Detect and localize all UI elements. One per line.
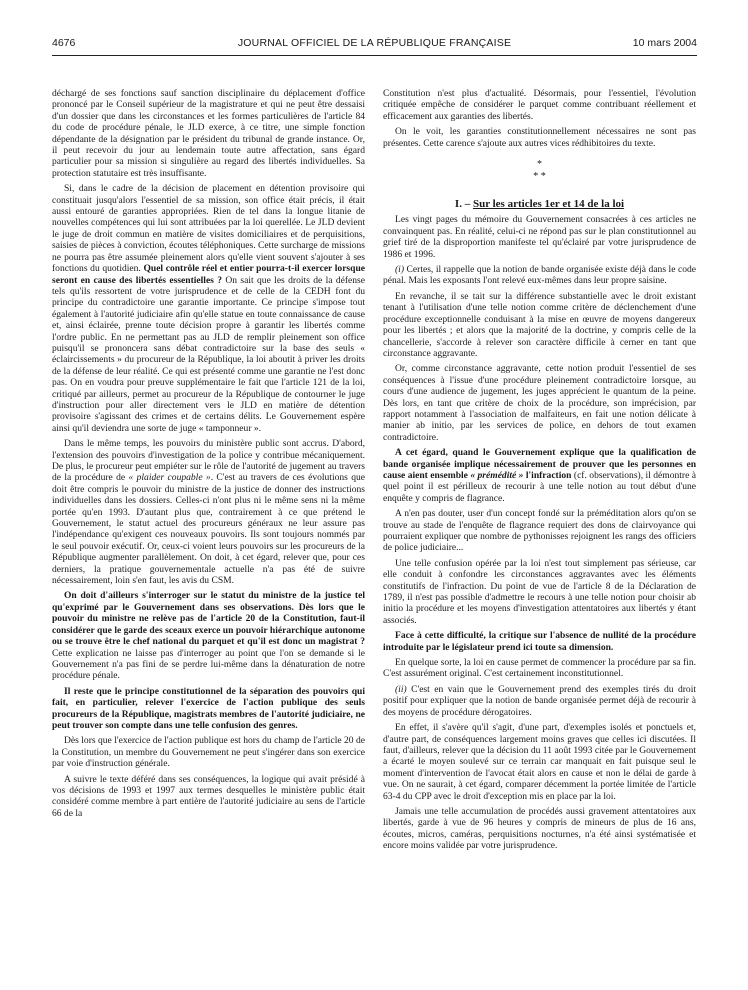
issue-date: 10 mars 2004 [632,37,697,49]
paragraph [383,447,696,504]
paragraph: Constitution n'est plus d'actualité. Désormais, pour l'essentiel, l'évolution critiquée empêche de considérer le parquet comme contribuant réellement et efficacement aux garanties des libertés. [383,88,696,122]
paragraph [383,684,696,718]
text-run: On sait que les droits de la défense tels qu'ils ressortent de votre jurisprudence et de celle de la CEDH font du principe du contradictoire une garantie importante. Ce principe s'impose tout également à l'autorité judiciaire afin qu'elle statue en toute connaissance de cause et, ainsi éclairée, prenne toute décision propre à garantir les libertés comme l'ordre public. En ne permettant pas au JLD de remplir pleinement son office puisqu'il se prononcera sans débat contradictoire sur la base des seuls « éclaircissements » du procureur de la République, la loi aboutit à priver les droits de la défense de leur réalité. Ce qui est présenté comme une garantie ne l'est donc pas. On en voudra pour preuve supplémentaire le fait que l'article 121 de la loi, critiqué par ailleurs, permet au procureur de la République de contourner le juge d'instruction pour aller directement vers le JLD en matière de détention provisoire s'agissant des crimes et de certains délits. Le Gouvernement espère ainsi qu'il deviendra une sorte de juge « tamponneur ». [52,274,365,434]
emphasis-run: Quel contrôle réel et entier pourra-t-il exercer lorsque seront en cause des libertés essentielles ? [52,263,365,286]
paragraph: En revanche, il se tait sur la différence substantielle avec le droit existant tenant à l'utilisation d'une telle notion comme critère de déclenchement d'une procédure exceptionnelle conduisant à la mise en œuvre de moyens dangereux pour les libertés ; et alors que la majorité de la doctrine, y compris celle de la chancellerie, s'accorde à relever son caractère difficile à cerner en tant que circonstance aggravante. [383,290,696,359]
paragraph [52,183,365,434]
paragraph [52,438,365,586]
paragraph: En effet, il s'avère qu'il s'agit, d'une part, d'exemples isolés et ponctuels et, d'autre part, de conséquences largement moins graves que celles ici discutées. Il faut, d'ailleurs, relever que la décision du 11 août 1993 citée par le Gouvernement a écarté le moyen soulevé sur ce terrain car manquait en fait puisque seul le moment d'intervention de l'avocat était alors en cause et non le délai de garde à vue. On ne saurait, à cet égard, comparer décemment la portée limitée de l'article 63-4 du CPP avec le droit d'exception mis en place par la loi. [383,722,696,802]
paragraph: A n'en pas douter, user d'un concept fondé sur la préméditation alors qu'on se trouve au stade de l'enquête de flagrance requiert des dons de clairvoyance qui pourraient expliquer que nombre de pythonisses rejoignent les rangs des officiers de police judiciaire... [383,508,696,554]
section-number: I. – [454,198,473,211]
emphasis-run: (ii) [395,683,407,695]
page-header [52,37,697,53]
text-run: (cf. observations), il démontre à quel point il est périlleux de recourir à une telle notion au tout début d'une enquête y compris de flagrance. [383,469,696,504]
section-heading [383,199,696,210]
right-column [383,88,696,983]
header-rule [52,55,697,56]
emphasis-run: Il reste que le principe constitutionnel de la séparation des pouvoirs qui fait, en particulier, relever l'exercice de l'action publique des seuls procureurs de la République, magistrats membres de l'autorité judiciaire, ne peut trouver son compte dans une telle confusion des genres. [52,685,365,731]
paragraph: Les vingt pages du mémoire du Gouvernement consacrées à ces articles ne convainquent pas. En réalité, celui-ci ne répond pas sur le plan constitutionnel au grief tiré de la disproportion manifeste tel qu'éclairé par votre jurisprudence de 1986 et 1996. [383,214,696,260]
paragraph: On le voit, les garanties constitutionnellement nécessaires ne sont pas présentes. Cette carence s'ajoute aux autres vices rédhibitoires du texte. [383,126,696,149]
journal-title: JOURNAL OFFICIEL DE LA RÉPUBLIQUE FRANÇAISE [237,37,512,49]
paragraph: Dès lors que l'exercice de l'action publique est hors du champ de l'article 20 de la Constitution, un membre du Gouvernement ne peut s'ingérer dans son exercice par voie d'instruction générale. [52,735,365,770]
paragraph: Jamais une telle accumulation de procédés aussi gravement attentatoires aux libertés, garde à vue de 96 heures y compris de mineurs de plus de 16 ans, écoutes, micros, caméras, perquisitions nocturnes, n'a été ainsi systématisée et encore moins validée par votre jurisprudence. [383,805,696,852]
emphasis-run: A cet égard, quand le Gouvernement explique que la qualification de bande organisée implique nécessairement de prouver que les personnes en cause aient ensemble [383,447,696,481]
section-separator [383,159,696,183]
emphasis-run: Face à cette difficulté, la critique sur l'absence de nullité de la procédure introduite par le législateur prend ici toute sa dimension. [383,630,696,653]
emphasis-run: On doit d'ailleurs s'interroger sur le statut du ministre de la justice tel qu'exprimé par le Gouvernement dans ses observations. Dès lors que le pouvoir du ministre ne relève pas de l'article 20 de la Constitution, faut-il considérer que le garde des sceaux exerce un pouvoir hiérarchique autonome ou se trouve être le chef national du parquet et qu'il est donc un magistrat ? [52,590,365,648]
paragraph [52,686,365,732]
paragraph [52,590,365,681]
page-number: 4676 [52,37,76,49]
paragraph [383,630,696,653]
paragraph: En quelque sorte, la loi en cause permet de commencer la procédure par sa fin. C'est assurément original. C'est certainement inconstitutionnel. [383,657,696,680]
emphasis-run: (i) [395,264,405,276]
emphasis-run: « plaider coupable » [128,472,211,484]
section-title: Sur les articles 1er et 14 de la loi [472,198,625,211]
text-run: . C'est au travers de ces évolutions que doit être compris le pouvoir du ministre de la justice de donner des instructions individuelles dans les dossiers. Celles-ci n'ont plus ni le même sens ni la même portée qu'en 1993. D'autant plus que, contrairement à ce que prétend le Gouvernement, le statut actuel des procureurs généraux ne leur assure pas l'indépendance qu'exigent ces nouveaux pouvoirs. Ils sont toujours nommés par le seul pouvoir exécutif. Or, ceux-ci voient leurs pouvoirs sur les procureurs de la République augmenter parallèlement. On doit, à cet égard, relever que, pour ces derniers, la pratique gouvernementale actuelle n'a pas été de suivre nécessairement, loin s'en faut, les avis du CSM. [52,472,365,587]
text-run: Certes, il rappelle que la notion de bande organisée existe déjà dans le code pénal. Mais les exposants l'ont relevé eux-mêmes dans leur propre saisine. [383,264,696,287]
paragraph: Or, comme circonstance aggravante, cette notion produit l'essentiel de ses conséquences à l'issue d'une procédure pleinement contradictoire lorsque, au cours d'une audience de jugement, les juges apprécient le quantum de la peine. Dès lors, en tant que critère de choix de la procédure, son imprécision, par rapport notamment à l'association de malfaiteurs, en fait une notion délicate à manier ab initio, par les services de police, en dehors de tout examen contradictoire. [383,363,696,443]
text-run: Dans le même temps, les pouvoirs du ministère public sont accrus. D'abord, l'extension des pouvoirs d'investigation de la police y contribue mécaniquement. De plus, le procureur peut empiéter sur le rôle de l'autorité de jugement au travers de la procédure de [52,438,365,484]
paragraph: A suivre le texte déféré dans ses conséquences, la logique qui avait présidé à vos décisions de 1993 et 1997 aux termes desquelles le ministère public était considéré comme membre à part entière de l'autorité judiciaire au sens de l'article 66 de la [52,773,365,819]
paragraph: Une telle confusion opérée par la loi n'est tout simplement pas sérieuse, car elle conduit à confondre les circonstances aggravantes avec les éléments constitutifs de l'infraction. Du point de vue de l'article 8 de la Déclaration de 1789, il n'est pas possible d'admettre le recours à une telle notion pour choisir ab initio la procédure et les moyens d'investigation attentatoires aux libertés y étant associés. [383,557,696,626]
text-run: Si, dans le cadre de la décision de placement en détention provisoire qui constituait jusqu'alors l'essentiel de sa mission, son office était précis, il était aussi entouré de garanties appropriées. Rien de tel dans la longue litanie de nouvelles compétences qui lui sont attribuées par la loi querellée. Le JLD devient le juge de droit commun en matière de visites domiciliaires et de perquisitions, saisies de pièces à conviction, écoutes téléphoniques. Cette surcharge de missions ne pourra pas être assumée pleinement alors qu'elle vient souvent s'ajouter à ses fonctions du quotidien. [52,183,365,275]
emphasis-run: « prémédité » [470,469,524,481]
separator-stars: * * [533,171,546,183]
text-run: C'est en vain que le Gouvernement prend des exemples tirés du droit positif pour expliquer que la notion de bande organisée permet déjà de recourir à des moyens de procédure dérogatoires. [383,683,696,718]
separator-stars: * [537,159,542,171]
paragraph [383,264,696,287]
paragraph: déchargé de ses fonctions sauf sanction disciplinaire du déplacement d'office prononcé par le Conseil supérieur de la magistrature et qui ne peut être dessaisi d'un dossier que dans les circonstances et les formes particulières de l'article 84 du code de procédure pénale, le JLD exerce, à ce titre, une simple fonction dépendante de la désignation par le président du tribunal de grande instance. Or, il peut recevoir du jour au lendemain toute autre affectation, sans égard particulier pour sa mission si singulière au regard des libertés individuelles. Sa protection statutaire est très insuffisante. [52,88,365,179]
emphasis-run: l'infraction [523,469,572,481]
text-run: Cette explication ne laisse pas d'interroger au point que l'on se demande si le Gouvernement n'a pas fini de se perdre lui-même dans la dénaturation de notre procédure pénale. [52,647,365,682]
left-column [52,88,365,983]
